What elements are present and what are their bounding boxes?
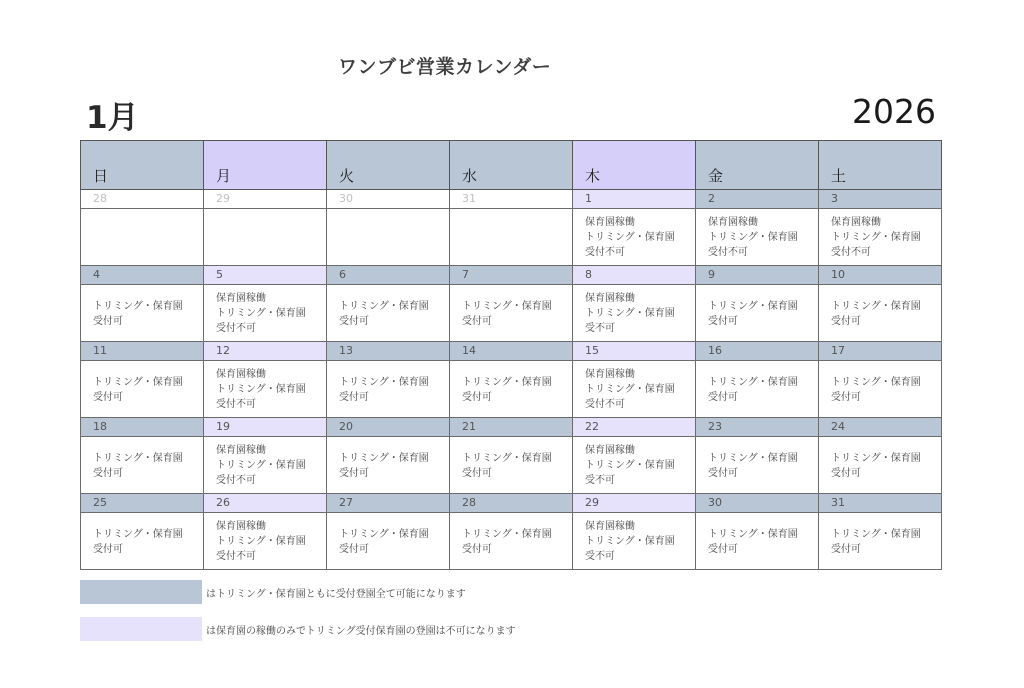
day-info-row (81, 437, 942, 494)
status-line: 受付不可 (585, 399, 625, 410)
date-number: 24 (819, 418, 942, 437)
status-line: トリミング・保育園 (93, 528, 183, 540)
date-number: 29 (573, 494, 696, 513)
day-cell (819, 209, 942, 266)
date-number: 3 (819, 190, 942, 209)
status-line: トリミング・保育園 (708, 232, 798, 243)
status-line: 受付不可 (216, 475, 256, 486)
status-line: 受付可 (93, 315, 123, 327)
date-number-row (81, 266, 942, 285)
day-cell (573, 209, 696, 266)
date-number: 23 (696, 418, 819, 437)
status-line: 受付可 (462, 467, 492, 479)
calendar-body (81, 190, 942, 570)
date-number: 27 (327, 494, 450, 513)
status-line: 保育園稼働 (585, 293, 635, 304)
date-number: 19 (204, 418, 327, 437)
day-info-row (81, 513, 942, 570)
day-cell (327, 437, 450, 494)
day-cell (819, 437, 942, 494)
date-number: 14 (450, 342, 573, 361)
date-number-row (81, 190, 942, 209)
status-line: 保育園稼働 (708, 217, 758, 228)
status-line: トリミング・保育園 (93, 376, 183, 388)
day-cell (327, 285, 450, 342)
status-line: 受付可 (831, 315, 861, 327)
status-line: 保育園稼働 (216, 521, 266, 532)
day-cell (573, 285, 696, 342)
status-line: 受付不可 (216, 323, 256, 334)
status-line: 受付可 (831, 391, 861, 403)
status-line: 受付可 (339, 467, 369, 479)
calendar-table (80, 140, 942, 570)
status-line: 受付不可 (708, 247, 748, 258)
day-cell (204, 437, 327, 494)
day-cell (450, 209, 573, 266)
legend-limited (80, 617, 516, 641)
status-line: トリミング・保育園 (831, 232, 921, 243)
day-cell (450, 513, 573, 570)
status-line: 受付可 (339, 543, 369, 555)
day-cell (450, 361, 573, 418)
status-line: 受付可 (708, 391, 738, 403)
status-line: 保育園稼働 (216, 293, 266, 304)
status-line: 受付可 (339, 391, 369, 403)
calendar-title: ワンブビ営業カレンダー (338, 56, 552, 78)
day-cell (696, 437, 819, 494)
date-number: 11 (81, 342, 204, 361)
status-line: トリミング・保育園 (339, 300, 429, 312)
date-number: 16 (696, 342, 819, 361)
status-line: トリミング・保育園 (585, 460, 675, 471)
date-number: 18 (81, 418, 204, 437)
status-line: トリミング・保育園 (708, 376, 798, 388)
status-line: 保育園稼働 (585, 217, 635, 228)
status-line: トリミング・保育園 (93, 300, 183, 312)
status-line: トリミング・保育園 (216, 308, 306, 319)
day-cell (327, 361, 450, 418)
status-line: トリミング・保育園 (216, 536, 306, 547)
day-info-row (81, 209, 942, 266)
status-line: 受付可 (93, 391, 123, 403)
status-line: 受付不可 (216, 551, 256, 562)
date-number-row (81, 494, 942, 513)
status-line: トリミング・保育園 (462, 452, 552, 464)
day-cell (81, 209, 204, 266)
date-number: 31 (819, 494, 942, 513)
day-cell (81, 513, 204, 570)
status-line: 保育園稼働 (216, 369, 266, 380)
date-number: 7 (450, 266, 573, 285)
weekday-wed: 水 (450, 141, 573, 190)
date-number: 30 (327, 190, 450, 209)
status-line: 受付可 (462, 315, 492, 327)
legend-swatch-open (80, 580, 202, 604)
date-number: 28 (450, 494, 573, 513)
day-cell (204, 209, 327, 266)
weekday-tue: 火 (327, 141, 450, 190)
status-line: 保育園稼働 (585, 521, 635, 532)
status-line: トリミング・保育園 (831, 300, 921, 312)
status-line: 受付可 (708, 315, 738, 327)
status-line: トリミング・保育園 (585, 232, 675, 243)
date-number: 26 (204, 494, 327, 513)
legend-swatch-limited (80, 617, 202, 641)
status-line: 受付可 (708, 543, 738, 555)
date-number: 12 (204, 342, 327, 361)
date-number: 13 (327, 342, 450, 361)
day-cell (819, 361, 942, 418)
day-cell (573, 361, 696, 418)
status-line: 保育園稼働 (585, 445, 635, 456)
status-line: トリミング・保育園 (831, 452, 921, 464)
status-line: トリミング・保育園 (462, 376, 552, 388)
date-number-row (81, 418, 942, 437)
status-line: トリミング・保育園 (339, 528, 429, 540)
date-number: 20 (327, 418, 450, 437)
status-line: 受付可 (339, 315, 369, 327)
weekday-sat: 土 (819, 141, 942, 190)
day-cell (819, 513, 942, 570)
status-line: 受付可 (93, 543, 123, 555)
status-line: 受付可 (708, 467, 738, 479)
status-line: 受不可 (585, 323, 615, 334)
day-cell (696, 209, 819, 266)
status-line: トリミング・保育園 (216, 460, 306, 471)
date-number: 28 (81, 190, 204, 209)
status-line: トリミング・保育園 (216, 384, 306, 395)
status-line: 保育園稼働 (216, 445, 266, 456)
date-number: 30 (696, 494, 819, 513)
date-number: 21 (450, 418, 573, 437)
legend-open (80, 580, 466, 604)
date-number: 2 (696, 190, 819, 209)
day-info-row (81, 285, 942, 342)
date-number: 10 (819, 266, 942, 285)
date-number: 5 (204, 266, 327, 285)
day-cell (81, 437, 204, 494)
weekday-thu: 木 (573, 141, 696, 190)
day-cell (327, 513, 450, 570)
date-number: 25 (81, 494, 204, 513)
status-line: 受付不可 (831, 247, 871, 258)
day-cell (450, 285, 573, 342)
date-number: 17 (819, 342, 942, 361)
status-line: 受不可 (585, 551, 615, 562)
status-line: トリミング・保育園 (339, 452, 429, 464)
status-line: トリミング・保育園 (462, 528, 552, 540)
status-line: 受付不可 (216, 399, 256, 410)
status-line: トリミング・保育園 (708, 528, 798, 540)
status-line: トリミング・保育園 (585, 308, 675, 319)
day-cell (204, 513, 327, 570)
day-cell (450, 437, 573, 494)
day-cell (573, 437, 696, 494)
day-cell (696, 513, 819, 570)
date-number: 29 (204, 190, 327, 209)
date-number: 4 (81, 266, 204, 285)
status-line: トリミング・保育園 (831, 528, 921, 540)
weekday-mon: 月 (204, 141, 327, 190)
date-number: 31 (450, 190, 573, 209)
legend-text-limited: は保育園の稼働のみでトリミング受付保育園の登園は不可になります (206, 625, 516, 637)
legend-text-open: はトリミング・保育園ともに受付登園全て可能になります (206, 588, 466, 600)
status-line: 受付不可 (585, 247, 625, 258)
status-line: 保育園稼働 (831, 217, 881, 228)
status-line: トリミング・保育園 (462, 300, 552, 312)
weekday-sun: 日 (81, 141, 204, 190)
day-cell (327, 209, 450, 266)
day-cell (204, 285, 327, 342)
date-number: 9 (696, 266, 819, 285)
status-line: トリミング・保育園 (831, 376, 921, 388)
status-line: トリミング・保育園 (708, 452, 798, 464)
day-cell (81, 361, 204, 418)
day-cell (573, 513, 696, 570)
month-label: 1月 (86, 100, 139, 136)
day-cell (204, 361, 327, 418)
status-line: 受不可 (585, 475, 615, 486)
status-line: トリミング・保育園 (339, 376, 429, 388)
date-number: 8 (573, 266, 696, 285)
status-line: トリミング・保育園 (708, 300, 798, 312)
status-line: 受付可 (831, 543, 861, 555)
weekday-fri: 金 (696, 141, 819, 190)
day-info-row (81, 361, 942, 418)
date-number: 22 (573, 418, 696, 437)
day-cell (696, 285, 819, 342)
status-line: トリミング・保育園 (585, 536, 675, 547)
status-line: 受付可 (93, 467, 123, 479)
date-number-row (81, 342, 942, 361)
status-line: トリミング・保育園 (585, 384, 675, 395)
status-line: 受付可 (462, 391, 492, 403)
day-cell (819, 285, 942, 342)
date-number: 6 (327, 266, 450, 285)
day-cell (81, 285, 204, 342)
year-label: 2026 (852, 92, 936, 131)
date-number: 1 (573, 190, 696, 209)
date-number: 15 (573, 342, 696, 361)
status-line: 受付可 (462, 543, 492, 555)
status-line: 保育園稼働 (585, 369, 635, 380)
status-line: トリミング・保育園 (93, 452, 183, 464)
status-line: 受付可 (831, 467, 861, 479)
weekday-header-row (81, 141, 942, 190)
day-cell (696, 361, 819, 418)
